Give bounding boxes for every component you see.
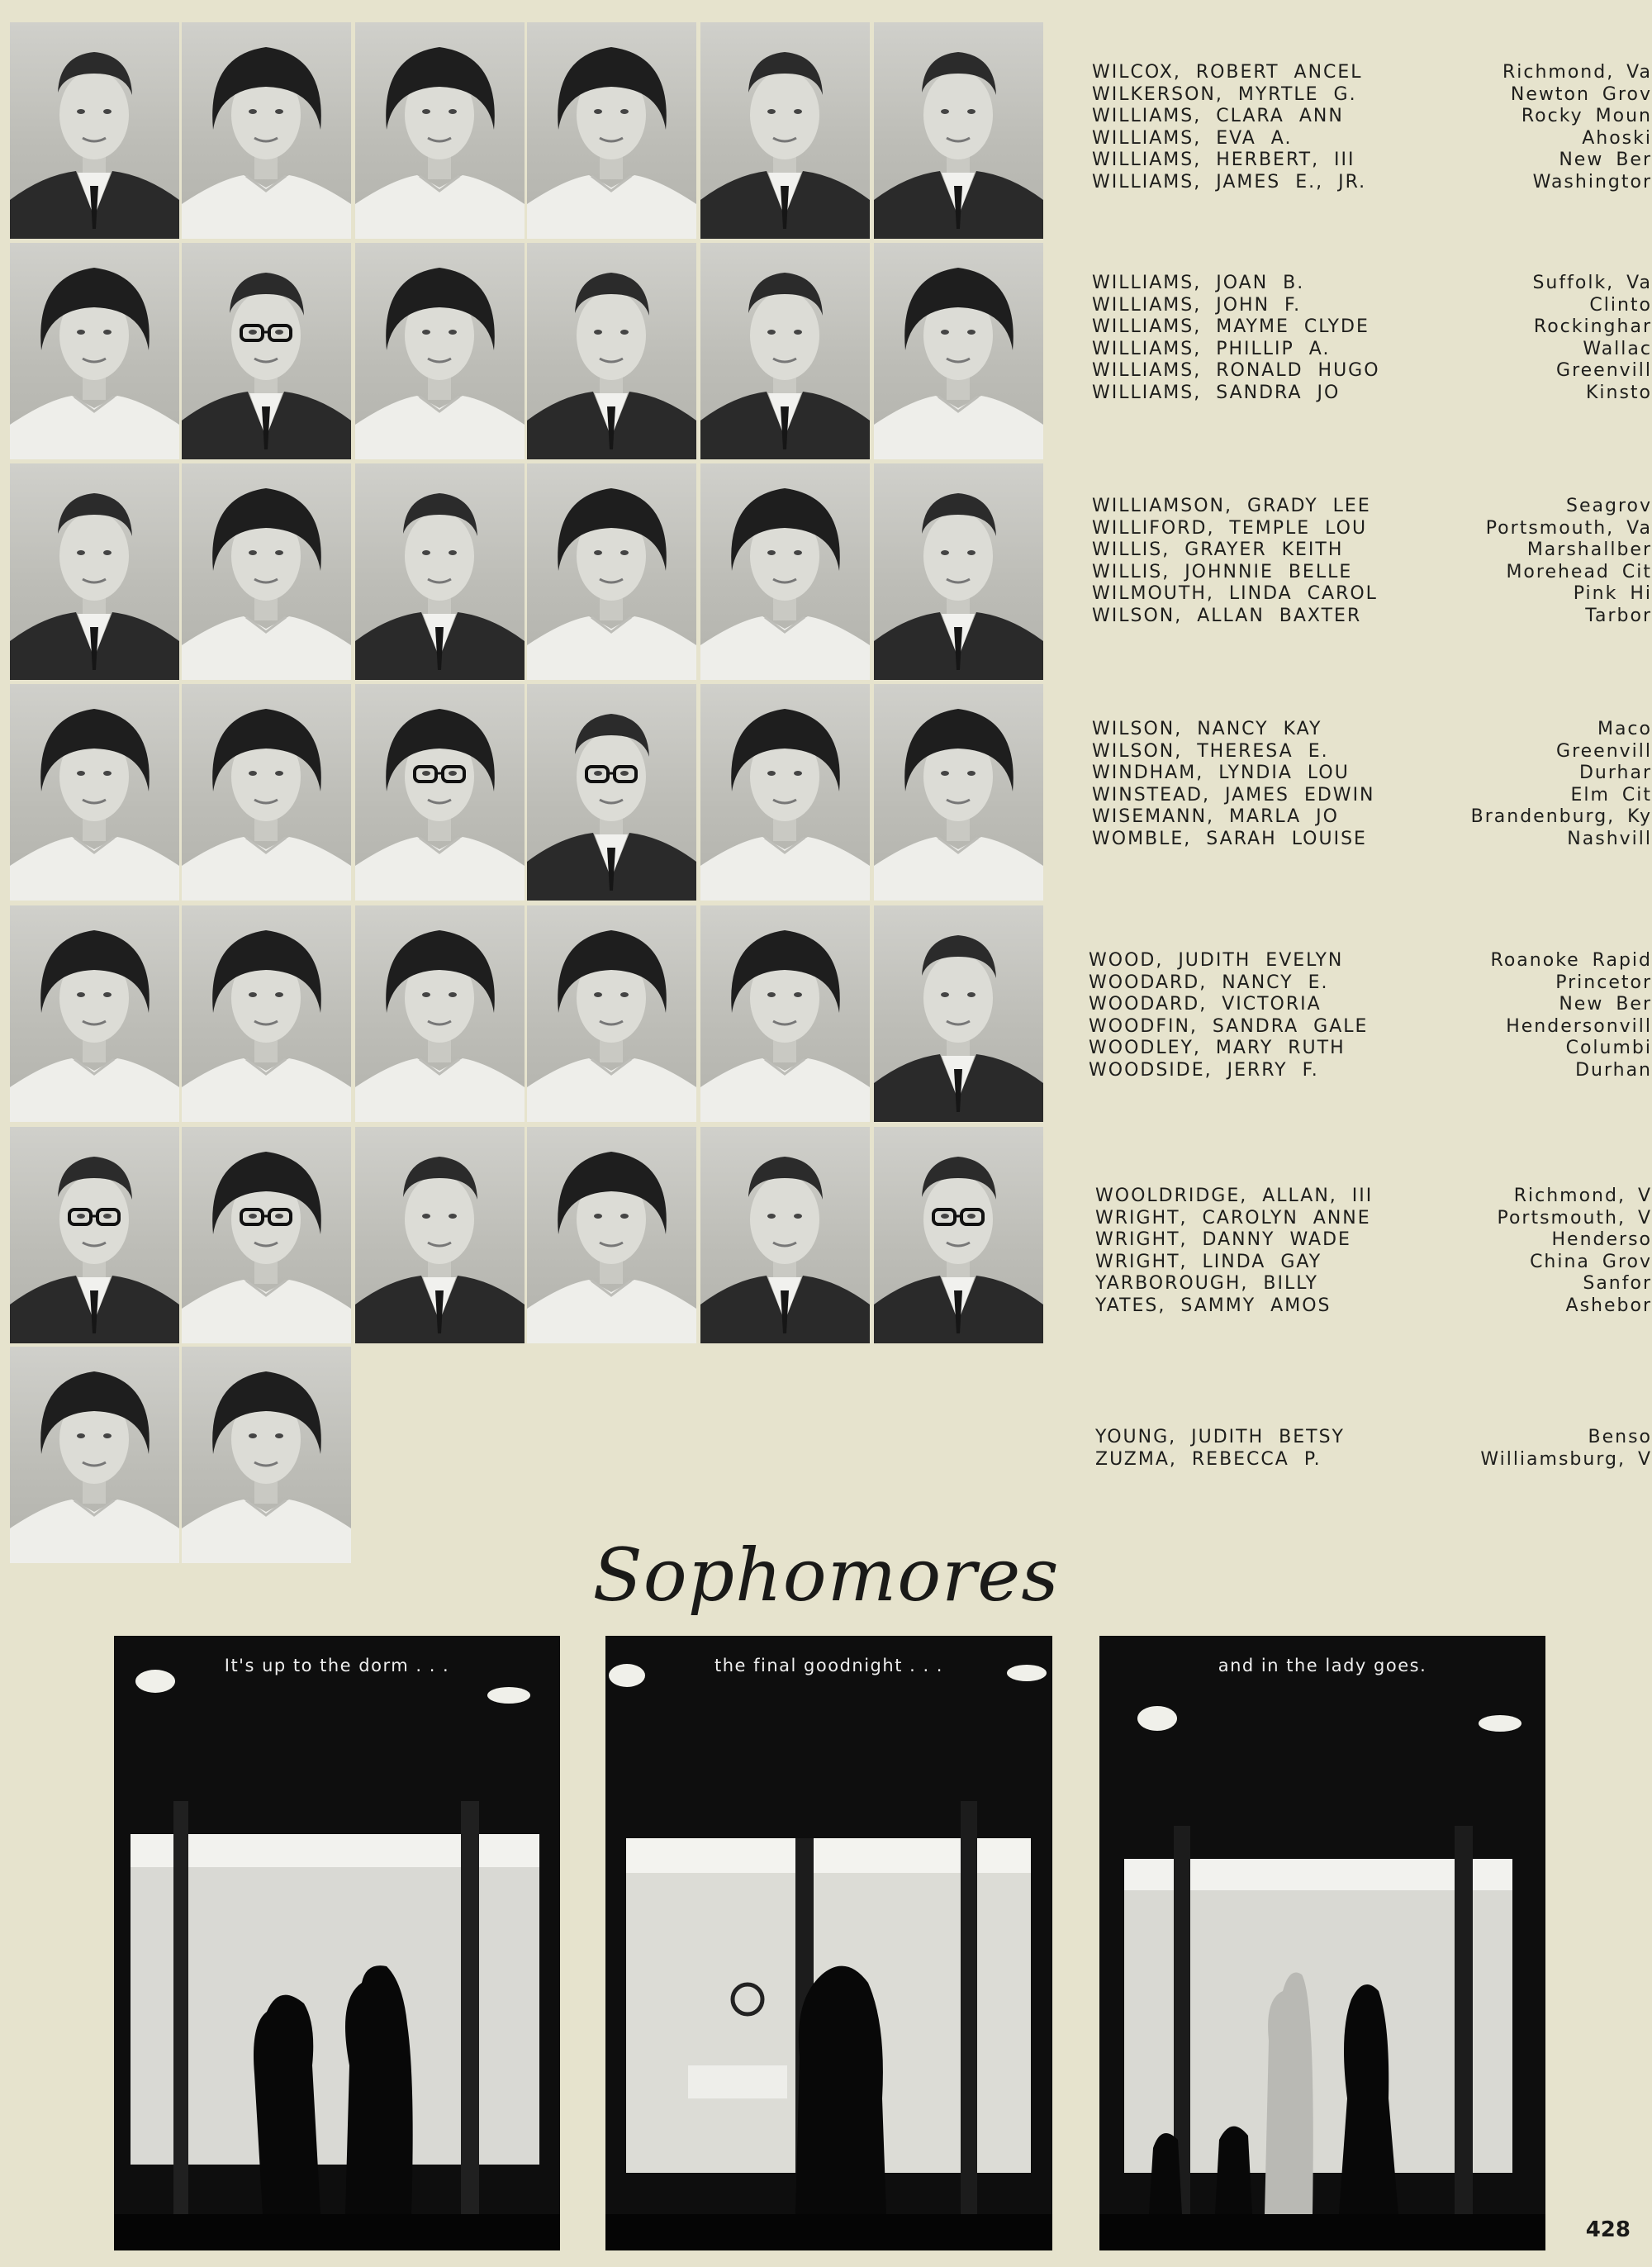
student-portrait [874, 684, 1043, 901]
hometown: Seagrov [1566, 496, 1652, 516]
portrait-icon [527, 684, 696, 901]
hometown-list-row-2 [1532, 273, 1652, 404]
portrait-icon [182, 905, 351, 1122]
portrait-icon [527, 905, 696, 1122]
student-portrait [527, 243, 696, 459]
student-name: WILMOUTH, LINDA CAROL [1092, 583, 1378, 604]
student-portrait [182, 22, 351, 239]
portrait-icon [874, 22, 1043, 239]
hometown: New Ber [1559, 150, 1652, 170]
student-name: YOUNG, JUDITH BETSY [1095, 1427, 1345, 1447]
student-portrait [527, 905, 696, 1122]
portrait-icon [527, 1127, 696, 1343]
student-name: YARBOROUGH, BILLY [1095, 1273, 1318, 1294]
portrait-icon [527, 22, 696, 239]
student-portrait [182, 1347, 351, 1563]
portrait-icon [182, 684, 351, 901]
page-number: 428 [1585, 2217, 1631, 2242]
student-portrait [700, 905, 870, 1122]
student-portrait [527, 1127, 696, 1343]
student-portrait [10, 463, 179, 680]
student-portrait [182, 243, 351, 459]
portrait-icon [874, 243, 1043, 459]
student-name: WILCOX, ROBERT ANCEL [1092, 62, 1363, 83]
hometown-list-row-3 [1486, 496, 1652, 627]
student-name: WILLIFORD, TEMPLE LOU [1092, 517, 1368, 539]
student-portrait [10, 905, 179, 1122]
portrait-icon [874, 1127, 1043, 1343]
student-portrait [182, 1127, 351, 1343]
student-portrait [527, 463, 696, 680]
student-name: WILSON, THERESA E. [1092, 740, 1329, 762]
portrait-icon [182, 463, 351, 680]
name-list-row-2 [1092, 273, 1380, 404]
portrait-icon [874, 463, 1043, 680]
portrait-icon [10, 22, 179, 239]
hometown: Brandenburg, Ky [1470, 806, 1652, 827]
hometown: Portsmouth, Va [1485, 517, 1652, 539]
portrait-icon [355, 905, 525, 1122]
candid-photo-3 [1099, 1636, 1545, 2250]
student-name: WILLIAMS, CLARA ANN [1092, 106, 1344, 126]
hometown: Morehead Cit [1506, 561, 1652, 582]
hometown: Greenvill [1556, 740, 1652, 762]
portrait-icon [10, 463, 179, 680]
silhouette-photo-icon [1099, 1636, 1545, 2250]
hometown: Maco [1597, 719, 1652, 739]
hometown-list-row-6 [1497, 1186, 1652, 1317]
student-name: WOMBLE, SARAH LOUISE [1092, 828, 1367, 849]
hometown: Clinto [1589, 294, 1652, 316]
student-portrait [355, 1127, 525, 1343]
hometown: Greenvill [1556, 360, 1652, 381]
hometown-list-row-5 [1491, 950, 1652, 1081]
student-portrait [182, 684, 351, 901]
hometown: Nashvill [1567, 828, 1652, 849]
hometown: Princetor [1555, 972, 1652, 993]
portrait-icon [700, 1127, 870, 1343]
name-list-row-7 [1095, 1427, 1345, 1471]
portrait-icon [700, 684, 870, 901]
student-name: WILSON, NANCY KAY [1092, 719, 1322, 739]
student-name: WRIGHT, DANNY WADE [1095, 1229, 1351, 1250]
portrait-icon [10, 1127, 179, 1343]
student-name: WINDHAM, LYNDIA LOU [1092, 763, 1350, 783]
hometown: Portsmouth, V [1497, 1207, 1652, 1229]
portrait-icon [10, 684, 179, 901]
student-portrait [10, 684, 179, 901]
portrait-icon [10, 243, 179, 459]
student-name: WOODARD, VICTORIA [1089, 994, 1322, 1015]
hometown: Ahoski [1582, 127, 1652, 149]
hometown: Wallac [1583, 338, 1652, 359]
hometown-list-row-4 [1471, 719, 1652, 850]
student-name: WISEMANN, MARLA JO [1092, 806, 1339, 827]
student-name: WILLIAMS, JOHN F. [1092, 294, 1302, 316]
student-name: WILLIAMS, JOAN B. [1092, 273, 1305, 293]
hometown: Richmond, Va [1502, 62, 1652, 83]
student-name: WRIGHT, CAROLYN ANNE [1095, 1207, 1371, 1229]
student-name: WOODSIDE, JERRY F. [1089, 1059, 1319, 1081]
student-name: WOODLEY, MARY RUTH [1089, 1038, 1346, 1058]
name-list-row-6 [1095, 1186, 1373, 1317]
student-portrait [10, 1347, 179, 1563]
student-name: WINSTEAD, JAMES EDWIN [1092, 784, 1375, 806]
hometown: Durhar [1578, 763, 1652, 783]
student-name: WILLIS, GRAYER KEITH [1092, 539, 1344, 560]
student-portrait [700, 684, 870, 901]
portrait-icon [527, 243, 696, 459]
portrait-icon [182, 1347, 351, 1563]
student-portrait [874, 463, 1043, 680]
name-list-row-3 [1092, 496, 1378, 627]
portrait-icon [355, 22, 525, 239]
hometown: Rockinghar [1533, 316, 1652, 337]
portrait-icon [182, 1127, 351, 1343]
student-portrait [355, 463, 525, 680]
hometown: Washingtor [1532, 171, 1652, 192]
student-portrait [700, 463, 870, 680]
portrait-icon [355, 684, 525, 901]
student-portrait [355, 243, 525, 459]
hometown: Sanfor [1583, 1273, 1652, 1294]
student-portrait [10, 1127, 179, 1343]
section-title: Sophomores [592, 1533, 1060, 1618]
student-portrait [874, 243, 1043, 459]
student-portrait [700, 243, 870, 459]
hometown: Rocky Moun [1521, 106, 1652, 126]
name-list-row-1 [1092, 62, 1366, 193]
hometown: Roanoke Rapid [1490, 950, 1652, 971]
hometown: China Grov [1530, 1251, 1652, 1272]
student-portrait [355, 22, 525, 239]
hometown: Williamsburg, V [1480, 1448, 1652, 1470]
student-portrait [355, 905, 525, 1122]
portrait-icon [700, 22, 870, 239]
student-name: ZUZMA, REBECCA P. [1095, 1448, 1322, 1470]
student-portrait [700, 22, 870, 239]
candid-photo-2 [605, 1636, 1052, 2250]
hometown: Newton Grov [1510, 83, 1652, 105]
student-name: WILLIAMS, EVA A. [1092, 127, 1293, 149]
student-portrait [10, 22, 179, 239]
student-name: YATES, SAMMY AMOS [1095, 1295, 1332, 1316]
portrait-icon [874, 905, 1043, 1122]
portrait-icon [10, 1347, 179, 1563]
silhouette-photo-icon [605, 1636, 1052, 2250]
portrait-icon [355, 1127, 525, 1343]
student-name: WILKERSON, MYRTLE G. [1092, 83, 1357, 105]
silhouette-photo-icon [114, 1636, 560, 2250]
student-name: WILLIAMS, JAMES E., JR. [1092, 171, 1367, 192]
hometown: Tarbor [1585, 605, 1652, 626]
hometown: Benso [1588, 1427, 1652, 1447]
hometown: Pink Hi [1573, 583, 1652, 604]
student-portrait [874, 1127, 1043, 1343]
portrait-icon [182, 22, 351, 239]
portrait-icon [527, 463, 696, 680]
hometown: Suffolk, Va [1532, 273, 1652, 293]
name-list-row-5 [1089, 950, 1368, 1081]
portrait-icon [700, 905, 870, 1122]
student-portrait [527, 22, 696, 239]
hometown: Durhan [1575, 1059, 1652, 1081]
portrait-icon [874, 684, 1043, 901]
student-name: WILLIAMSON, GRADY LEE [1092, 496, 1371, 516]
student-name: WOODARD, NANCY E. [1089, 972, 1329, 993]
student-name: WILLIAMS, MAYME CLYDE [1092, 316, 1370, 337]
hometown: Richmond, V [1513, 1186, 1652, 1206]
candid-photo-1 [114, 1636, 560, 2250]
student-name: WOOD, JUDITH EVELYN [1089, 950, 1344, 971]
portrait-icon [700, 243, 870, 459]
student-name: WILSON, ALLAN BAXTER [1092, 605, 1362, 626]
student-portrait [527, 684, 696, 901]
portrait-icon [355, 463, 525, 680]
student-name: WOOLDRIDGE, ALLAN, III [1095, 1186, 1374, 1206]
hometown: New Ber [1559, 994, 1652, 1015]
student-portrait [355, 684, 525, 901]
student-portrait [182, 905, 351, 1122]
name-list-row-4 [1092, 719, 1375, 850]
hometown: Columbi [1565, 1038, 1652, 1058]
hometown-list-row-7 [1480, 1427, 1652, 1471]
hometown-list-row-1 [1502, 62, 1652, 193]
hometown: Elm Cit [1570, 784, 1652, 806]
student-name: WILLIAMS, RONALD HUGO [1092, 360, 1380, 381]
hometown: Hendersonvill [1506, 1015, 1652, 1037]
hometown: Henderso [1551, 1229, 1652, 1250]
student-name: WOODFIN, SANDRA GALE [1089, 1015, 1369, 1037]
hometown: Marshallber [1526, 539, 1652, 560]
candid-caption-2: the final goodnight . . . [714, 1656, 943, 1675]
student-portrait [874, 22, 1043, 239]
hometown: Kinsto [1585, 382, 1652, 403]
student-name: WRIGHT, LINDA GAY [1095, 1251, 1322, 1272]
hometown: Ashebor [1565, 1295, 1652, 1316]
student-name: WILLIS, JOHNNIE BELLE [1092, 561, 1353, 582]
student-name: WILLIAMS, HERBERT, III [1092, 150, 1355, 170]
portrait-icon [355, 243, 525, 459]
student-portrait [874, 905, 1043, 1122]
student-portrait [700, 1127, 870, 1343]
student-portrait [182, 463, 351, 680]
candid-caption-1: It's up to the dorm . . . [224, 1656, 450, 1675]
candid-caption-3: and in the lady goes. [1218, 1656, 1427, 1675]
student-name: WILLIAMS, PHILLIP A. [1092, 338, 1331, 359]
portrait-icon [182, 243, 351, 459]
student-name: WILLIAMS, SANDRA JO [1092, 382, 1341, 403]
portrait-icon [700, 463, 870, 680]
portrait-icon [10, 905, 179, 1122]
student-portrait [10, 243, 179, 459]
